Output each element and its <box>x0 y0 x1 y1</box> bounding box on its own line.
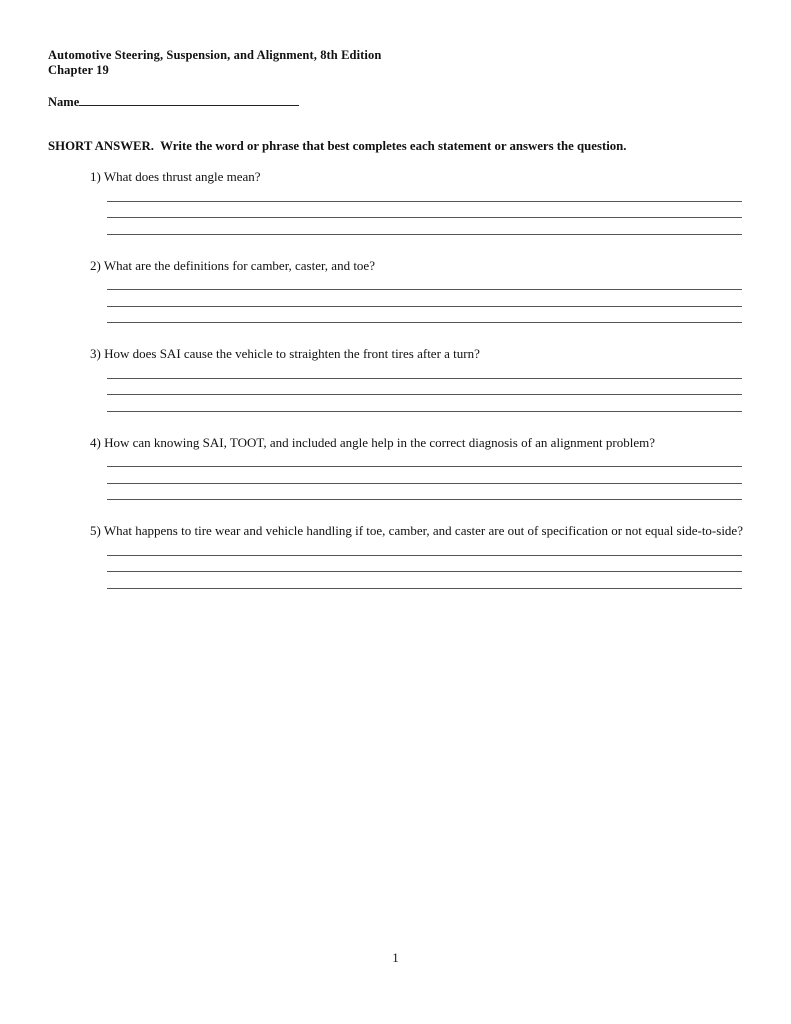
answer-line <box>107 451 742 468</box>
answer-line <box>107 218 742 235</box>
answer-lines <box>107 539 742 589</box>
chapter-label: Chapter 19 <box>48 63 109 77</box>
answer-line <box>107 362 742 379</box>
question-number: 4) <box>90 434 105 450</box>
question-body: What are the definitions for camber, caster, and toe? <box>103 257 375 273</box>
answer-lines <box>107 362 742 412</box>
question-number: 1) <box>90 169 104 184</box>
answer-line <box>107 274 742 291</box>
answer-lines <box>107 274 742 324</box>
question-body: How can knowing SAI, TOOT, and included angle help in the correct diagnosis of an alignment problem? <box>104 434 656 450</box>
question <box>48 522 743 589</box>
question <box>48 257 743 324</box>
document-title: Automotive Steering, Suspension, and Alignment, 8th Edition <box>48 48 382 62</box>
answer-line <box>107 185 742 202</box>
question-body: What happens to tire wear and vehicle handling if toe, camber, and caster are out of specification or not equal side-to-side? <box>103 523 743 538</box>
name-label: Name <box>48 95 80 109</box>
question-text <box>48 257 760 274</box>
answer-line <box>107 572 742 589</box>
answer-line <box>107 290 742 307</box>
question <box>48 434 743 501</box>
question-text <box>48 522 760 539</box>
name-row <box>48 94 743 109</box>
question-text <box>48 434 760 451</box>
name-blank-line <box>79 94 299 106</box>
answer-line <box>107 556 742 573</box>
answer-line <box>107 307 742 324</box>
question <box>48 168 743 235</box>
question-body: What does thrust angle mean? <box>103 169 261 184</box>
answer-lines <box>107 451 742 501</box>
answer-line <box>107 484 742 501</box>
answer-line <box>107 395 742 412</box>
answer-line <box>107 539 742 556</box>
answer-line <box>107 467 742 484</box>
question-number: 3) <box>90 346 105 361</box>
question <box>48 345 743 412</box>
question-number: 5) <box>90 523 104 538</box>
question-text <box>48 168 760 185</box>
question-list <box>48 168 743 589</box>
section-heading: SHORT ANSWER. Write the word or phrase that best completes each statement or answers the question. <box>48 139 627 153</box>
page-footer <box>0 951 791 966</box>
question-body: How does SAI cause the vehicle to straighten the front tires after a turn? <box>104 346 480 361</box>
question-text <box>48 345 760 362</box>
answer-lines <box>107 185 742 235</box>
answer-line <box>107 202 742 219</box>
document-header <box>48 48 743 78</box>
answer-line <box>107 379 742 396</box>
page-number: 1 <box>392 951 399 965</box>
question-number: 2) <box>90 257 104 273</box>
